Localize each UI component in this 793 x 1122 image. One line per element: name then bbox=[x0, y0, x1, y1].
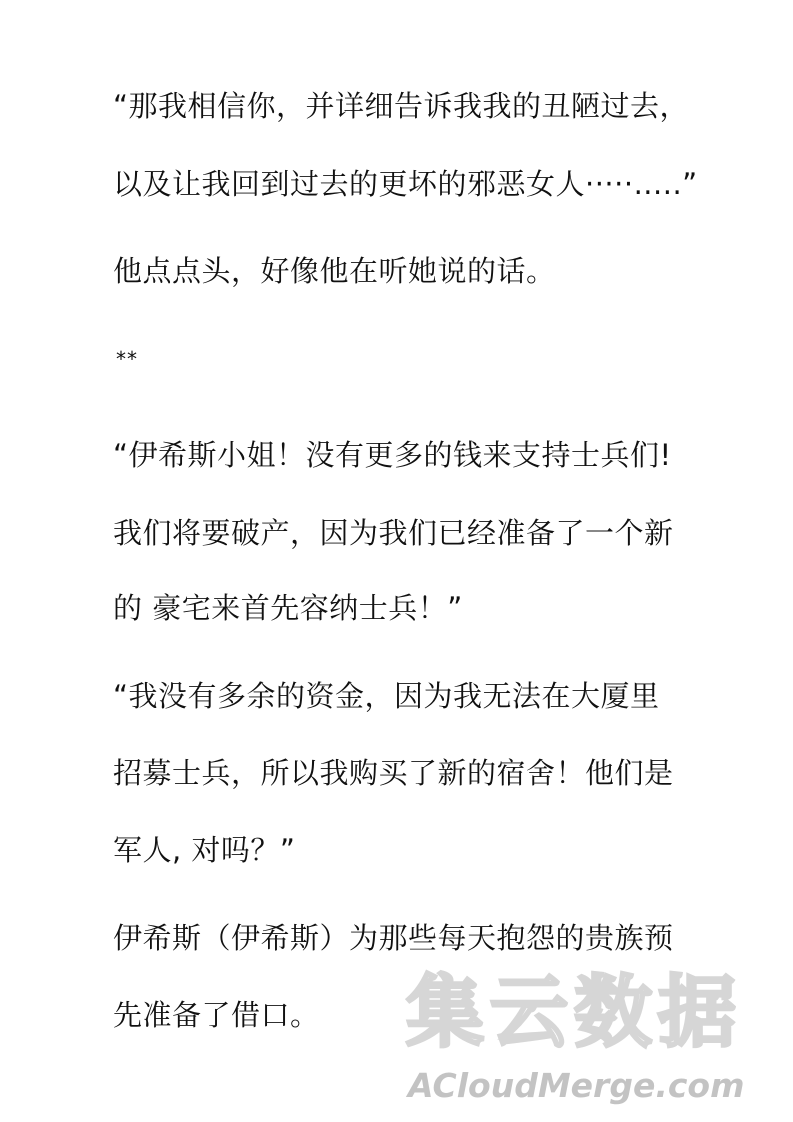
watermark-url: ACloudMerge.com bbox=[408, 1066, 745, 1105]
text-line: 的 豪宅来首先容纳士兵！” bbox=[113, 591, 463, 625]
scene-break: ** bbox=[116, 347, 138, 371]
text-line: 以及让我回到过去的更坏的邪恶女人·····.....” bbox=[113, 167, 698, 201]
text-line: 招募士兵，所以我购买了新的宿舍！他们是 bbox=[113, 756, 674, 790]
text-line: 军人, 对吗？” bbox=[113, 833, 296, 867]
text-line: “那我相信你，并详细告诉我我的丑陋过去， bbox=[113, 89, 690, 123]
text-line: “伊希斯小姐！没有更多的钱来支持士兵们! bbox=[113, 438, 672, 472]
text-line: “我没有多余的资金，因为我无法在大厦里 bbox=[113, 679, 660, 713]
watermark bbox=[400, 968, 780, 1118]
text-line: 伊希斯（伊希斯）为那些每天抱怨的贵族预 bbox=[113, 921, 674, 955]
text-line: 他点点头，好像他在听她说的话。 bbox=[113, 254, 556, 288]
text-line: 我们将要破产，因为我们已经准备了一个新 bbox=[113, 516, 674, 550]
text-line: 先准备了借口。 bbox=[113, 998, 320, 1032]
watermark-logo-text: 集云数据 bbox=[406, 968, 743, 1058]
